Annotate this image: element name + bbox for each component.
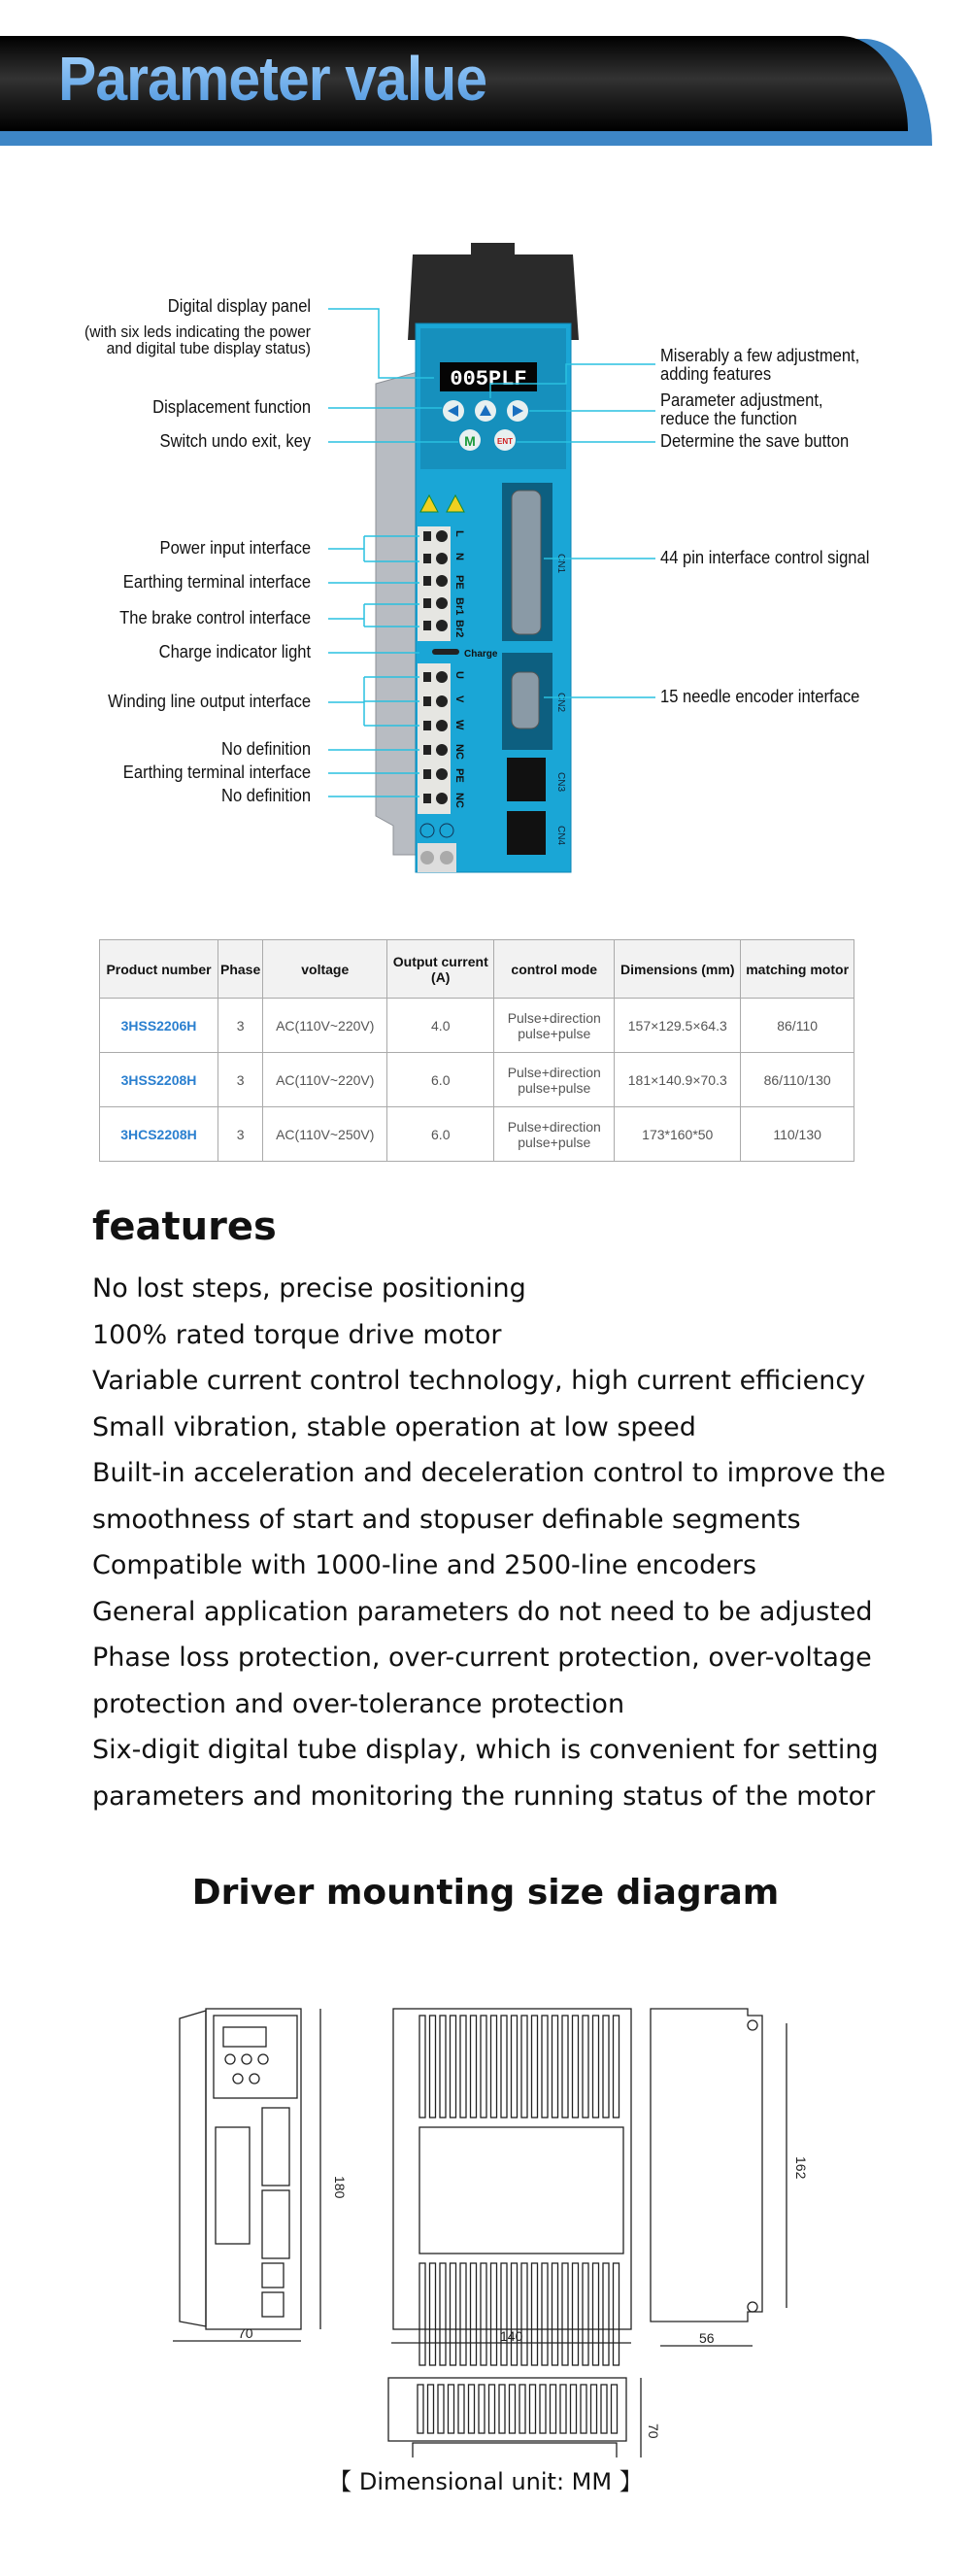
- vent-slot: [479, 2385, 485, 2433]
- terminal-slot: [423, 531, 431, 541]
- vent-slot: [583, 2016, 588, 2118]
- vent-slot: [451, 2016, 456, 2118]
- dim-side-width: 140: [500, 2328, 523, 2344]
- vent-slot: [481, 2263, 486, 2365]
- label-no-definition-1: No definition: [220, 739, 311, 759]
- vent-slot: [430, 2016, 436, 2118]
- table-cell: 3: [218, 1053, 263, 1107]
- vent-slot: [603, 2263, 609, 2365]
- vent-slot: [532, 2016, 538, 2118]
- vent-slot: [501, 2263, 507, 2365]
- terminal-screw: [436, 793, 448, 804]
- table-cell: 3HSS2206H: [100, 999, 218, 1053]
- feature-line: smoothness of start and stopuser definable segments: [92, 1504, 801, 1535]
- vent-slot: [501, 2016, 507, 2118]
- vent-slot: [460, 2263, 466, 2365]
- label-display-panel: Digital display panel: [167, 296, 311, 316]
- terminal-label: V: [453, 695, 465, 703]
- page-title: Parameter value: [58, 44, 487, 114]
- terminal-label: L: [453, 530, 465, 537]
- vent-slot: [530, 2385, 536, 2433]
- dimension-unit-note: 【 Dimensional unit: MM 】: [328, 2468, 643, 2495]
- terminal-screw: [436, 720, 448, 731]
- back-view: [651, 2009, 809, 2346]
- vent-slot: [532, 2263, 538, 2365]
- feature-line: Six-digit digital tube display, which is convenient for setting: [92, 1735, 879, 1765]
- label-earthing-2: Earthing terminal interface: [122, 763, 311, 782]
- terminal-screw: [436, 695, 448, 707]
- table-cell: AC(110V~220V): [263, 999, 387, 1053]
- vent-slot: [440, 2263, 446, 2365]
- vent-slot: [512, 2263, 518, 2365]
- terminal-label: PE: [453, 575, 465, 590]
- table-row: [100, 1107, 854, 1162]
- terminal-screw: [436, 768, 448, 780]
- side-view: [391, 2009, 631, 2365]
- vent-slot: [552, 2016, 558, 2118]
- ent-button-label: ENT: [497, 437, 513, 446]
- label-save: Determine the save button: [660, 431, 850, 451]
- vent-slot: [542, 2016, 548, 2118]
- feature-line: 100% rated torque drive motor: [92, 1319, 502, 1350]
- vent-slot: [471, 2263, 477, 2365]
- terminal-label: N: [453, 553, 465, 560]
- table-cell: 181×140.9×70.3: [615, 1053, 741, 1107]
- table-cell: 86/110: [741, 999, 854, 1053]
- col-header: voltage: [263, 940, 387, 999]
- m-button-label: M: [464, 433, 476, 449]
- vent-slot: [449, 2385, 454, 2433]
- charge-label: Charge: [464, 649, 498, 660]
- vent-slot: [614, 2263, 619, 2365]
- col-header: Dimensions (mm): [615, 940, 741, 999]
- feature-line: No lost steps, precise positioning: [92, 1273, 526, 1304]
- vent-slot: [481, 2016, 486, 2118]
- feature-line: Phase loss protection, over-current protection, over-voltage: [92, 1643, 872, 1673]
- table-cell: Pulse+direction pulse+pulse: [494, 999, 615, 1053]
- label-miserably: Miserably a few adjustment, adding features: [660, 346, 860, 384]
- col-header: matching motor: [741, 940, 854, 999]
- label-brake: The brake control interface: [119, 608, 311, 627]
- dim-back-height: 162: [793, 2156, 809, 2180]
- table-cell: 4.0: [387, 999, 494, 1053]
- table-cell: Pulse+direction pulse+pulse: [494, 1053, 615, 1107]
- vent-slot: [451, 2263, 456, 2365]
- vent-slot: [491, 2016, 497, 2118]
- bottom-view: [388, 2378, 661, 2457]
- cn3-port: [507, 758, 546, 801]
- dim-front-height: 180: [332, 2176, 348, 2199]
- vent-slot: [419, 2263, 425, 2365]
- vent-slot: [440, 2016, 446, 2118]
- vent-slot: [593, 2263, 599, 2365]
- svg-text:CN4: CN4: [555, 826, 566, 846]
- mounting-diagram: [0, 1943, 971, 2457]
- vent-slot: [469, 2385, 475, 2433]
- vent-slot: [593, 2016, 599, 2118]
- header-underline: [0, 131, 583, 146]
- features-title: features: [92, 1204, 277, 1249]
- vent-slot: [591, 2385, 597, 2433]
- terminal-slot: [423, 621, 431, 630]
- col-header: Output current (A): [387, 940, 494, 999]
- vent-slot: [438, 2385, 444, 2433]
- table-cell: 3: [218, 999, 263, 1053]
- terminal-screw: [436, 744, 448, 756]
- db44-connector: [512, 491, 541, 634]
- label-param-adjust: Parameter adjustment, reduce the function: [660, 390, 823, 428]
- vent-slot: [419, 2016, 425, 2118]
- vent-slot: [519, 2385, 525, 2433]
- vent-slot: [603, 2016, 609, 2118]
- feature-line: Variable current control technology, high current efficiency: [92, 1366, 866, 1396]
- terminal-slot: [423, 554, 431, 563]
- label-charge: Charge indicator light: [158, 642, 311, 661]
- label-44pin: 44 pin interface control signal: [660, 548, 870, 567]
- front-view: [173, 2009, 348, 2341]
- svg-text:CN1: CN1: [555, 554, 566, 574]
- dim-back-width: 56: [699, 2330, 715, 2346]
- driver-panel: [420, 328, 566, 469]
- feature-line: Built-in acceleration and deceleration control to improve the: [92, 1458, 887, 1488]
- terminal-label: NC: [453, 744, 465, 760]
- terminal-slot: [423, 696, 431, 706]
- label-winding: Winding line output interface: [108, 692, 311, 711]
- vent-slot: [583, 2263, 588, 2365]
- label-no-definition-2: No definition: [220, 786, 311, 805]
- feature-line: protection and over-tolerance protection: [92, 1688, 625, 1719]
- label-displacement: Displacement function: [152, 397, 311, 417]
- vent-slot: [601, 2385, 607, 2433]
- spec-table: [99, 939, 854, 1162]
- terminal-label: Br1: [453, 597, 465, 616]
- table-cell: 86/110/130: [741, 1053, 854, 1107]
- vent-slot: [512, 2016, 518, 2118]
- terminal-slot: [423, 672, 431, 682]
- terminal-label: Br2: [453, 620, 465, 638]
- table-cell: Pulse+direction pulse+pulse: [494, 1107, 615, 1162]
- terminal-screw: [436, 671, 448, 683]
- display-readout: 005PLF: [450, 367, 527, 391]
- vent-slot: [540, 2385, 546, 2433]
- diagram-title: Driver mounting size diagram: [191, 1873, 780, 1913]
- vent-slot: [562, 2016, 568, 2118]
- vent-slot: [521, 2016, 527, 2118]
- label-display-panel-note: (with six leds indicating the power and digital tube display status): [84, 322, 311, 357]
- table-cell: 6.0: [387, 1107, 494, 1162]
- vent-slot: [581, 2385, 586, 2433]
- terminal-slot: [423, 598, 431, 608]
- table-cell: 3: [218, 1107, 263, 1162]
- cn4-port: [507, 811, 546, 855]
- terminal-slot: [423, 576, 431, 586]
- label-power-input: Power input interface: [159, 538, 311, 558]
- vent-slot: [573, 2016, 579, 2118]
- vent-slot: [552, 2263, 558, 2365]
- vent-slot: [542, 2263, 548, 2365]
- db15-connector: [512, 672, 539, 729]
- vent-slot: [428, 2385, 434, 2433]
- features-list: [92, 1266, 886, 1819]
- motor-terminal-block: [418, 663, 451, 814]
- svg-text:CN2: CN2: [555, 693, 566, 713]
- vent-slot: [471, 2016, 477, 2118]
- terminal-slot: [423, 745, 431, 755]
- table-cell: 3HSS2208H: [100, 1053, 218, 1107]
- vent-slot: [510, 2385, 516, 2433]
- table-cell: AC(110V~250V): [263, 1107, 387, 1162]
- vent-slot: [460, 2016, 466, 2118]
- vent-slot: [571, 2385, 577, 2433]
- table-cell: 173*160*50: [615, 1107, 741, 1162]
- label-earthing-1: Earthing terminal interface: [122, 572, 311, 592]
- table-cell: 6.0: [387, 1053, 494, 1107]
- vent-slot: [499, 2385, 505, 2433]
- vent-slot: [521, 2263, 527, 2365]
- table-cell: 110/130: [741, 1107, 854, 1162]
- terminal-screw: [436, 530, 448, 542]
- terminal-slot: [423, 769, 431, 779]
- vent-slot: [551, 2385, 556, 2433]
- table-cell: 3HCS2208H: [100, 1107, 218, 1162]
- label-15needle: 15 needle encoder interface: [660, 687, 860, 706]
- vent-slot: [560, 2385, 566, 2433]
- terminal-screw: [436, 553, 448, 564]
- terminal-screw: [436, 575, 448, 587]
- vent-slot: [614, 2016, 619, 2118]
- vent-slot: [418, 2385, 423, 2433]
- terminal-label: W: [453, 720, 465, 730]
- charge-led: [432, 649, 459, 655]
- table-cell: 157×129.5×64.3: [615, 999, 741, 1053]
- feature-line: General application parameters do not need to be adjusted: [92, 1596, 873, 1627]
- svg-text:CN3: CN3: [555, 772, 566, 793]
- vent-slot: [573, 2263, 579, 2365]
- feature-line: Small vibration, stable operation at low speed: [92, 1411, 696, 1442]
- feature-line: parameters and monitoring the running status of the motor: [92, 1780, 876, 1812]
- vent-slot: [489, 2385, 495, 2433]
- vent-slot: [562, 2263, 568, 2365]
- vent-slot: [430, 2263, 436, 2365]
- terminal-label: PE: [453, 768, 465, 783]
- vent-slot: [491, 2263, 497, 2365]
- dim-front-width: 70: [238, 2325, 253, 2341]
- terminal-screw: [436, 620, 448, 631]
- table-row: [100, 999, 854, 1053]
- screw-icon: [440, 851, 453, 864]
- table-cell: AC(110V~220V): [263, 1053, 387, 1107]
- label-switch-undo: Switch undo exit, key: [159, 431, 311, 451]
- arrow-buttons: [443, 400, 528, 422]
- feature-line: Compatible with 1000-line and 2500-line encoders: [92, 1550, 757, 1580]
- col-header: Product number: [100, 940, 218, 999]
- terminal-slot: [423, 721, 431, 730]
- vent-slot: [458, 2385, 464, 2433]
- table-row: [100, 1053, 854, 1107]
- terminal-label: NC: [453, 793, 465, 808]
- screw-icon: [420, 851, 434, 864]
- col-header: Phase: [218, 940, 263, 999]
- col-header: control mode: [494, 940, 615, 999]
- vent-slot: [612, 2385, 618, 2433]
- terminal-slot: [423, 794, 431, 803]
- dim-bottom-height: 70: [646, 2423, 661, 2439]
- terminal-label: U: [453, 671, 465, 679]
- terminal-screw: [436, 597, 448, 609]
